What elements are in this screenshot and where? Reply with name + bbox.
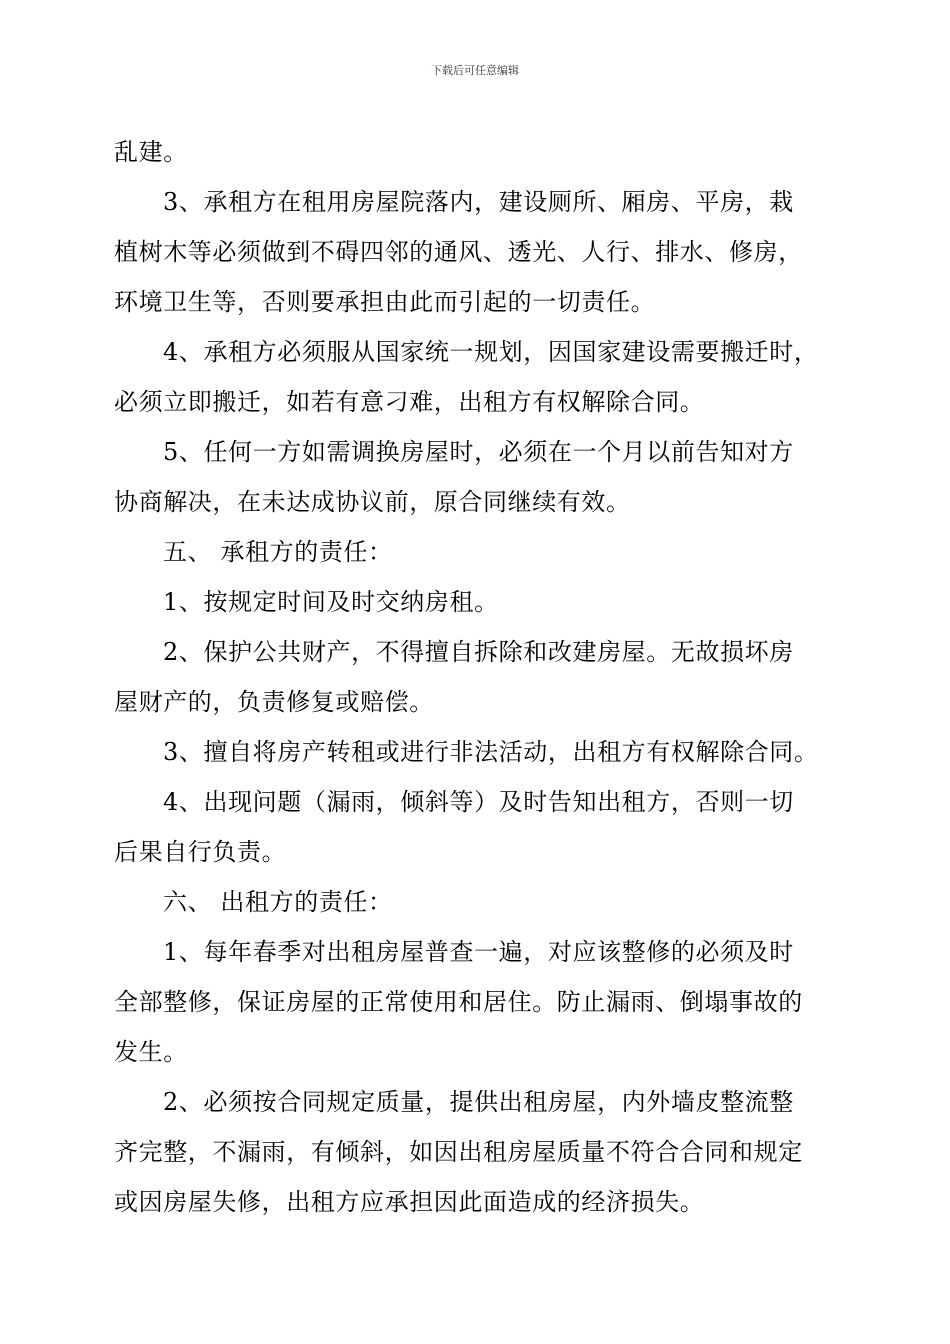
text-line: 1、按规定时间及时交纳房租。 (163, 588, 499, 616)
text-line: 或因房屋失修，出租方应承担因此面造成的经济损失。 (114, 1188, 705, 1216)
text-line: 屋财产的，负责修复或赔偿。 (114, 688, 434, 716)
document-body (114, 127, 844, 1227)
section-heading: 六、 出租方的责任： (163, 888, 393, 916)
text-line: 植树木等必须做到不碍四邻的通风、透光、人行、排水、修房， (114, 238, 803, 266)
text-line: 齐完整，不漏雨，有倾斜，如因出租房屋质量不符合合同和规定 (114, 1138, 803, 1166)
text-line: 环境卫生等，否则要承担由此而引起的一切责任。 (114, 288, 656, 316)
text-line: 3、承租方在租用房屋院落内，建设厕所、厢房、平房，栽 (163, 188, 794, 216)
text-line: 5、任何一方如需调换房屋时，必须在一个月以前告知对方 (163, 438, 794, 466)
page-header: 下载后可任意编辑 (431, 64, 519, 77)
text-line: 发生。 (114, 1038, 188, 1066)
text-line: 2、必须按合同规定质量，提供出租房屋，内外墙皮整流整 (163, 1088, 794, 1116)
text-line: 4、出现问题（漏雨，倾斜等）及时告知出租方，否则一切 (163, 788, 794, 816)
text-line: 后果自行负责。 (114, 838, 287, 866)
text-line: 4、承租方必须服从国家统一规划，因国家建设需要搬迁时， (163, 338, 819, 366)
text-line: 1、每年春季对出租房屋普查一遍，对应该整修的必须及时 (163, 938, 794, 966)
text-line: 协商解决，在未达成协议前，原合同继续有效。 (114, 488, 631, 516)
section-heading: 五、 承租方的责任： (163, 538, 393, 566)
text-line: 3、擅自将房产转租或进行非法活动，出租方有权解除合同。 (163, 738, 819, 766)
text-line: 必须立即搬迁，如若有意刁难，出租方有权解除合同。 (114, 388, 705, 416)
text-line: 全部整修，保证房屋的正常使用和居住。防止漏雨、倒塌事故的 (114, 988, 803, 1016)
text-line: 乱建。 (114, 138, 188, 166)
text-line: 2、保护公共财产，不得擅自拆除和改建房屋。无故损坏房 (163, 638, 794, 666)
